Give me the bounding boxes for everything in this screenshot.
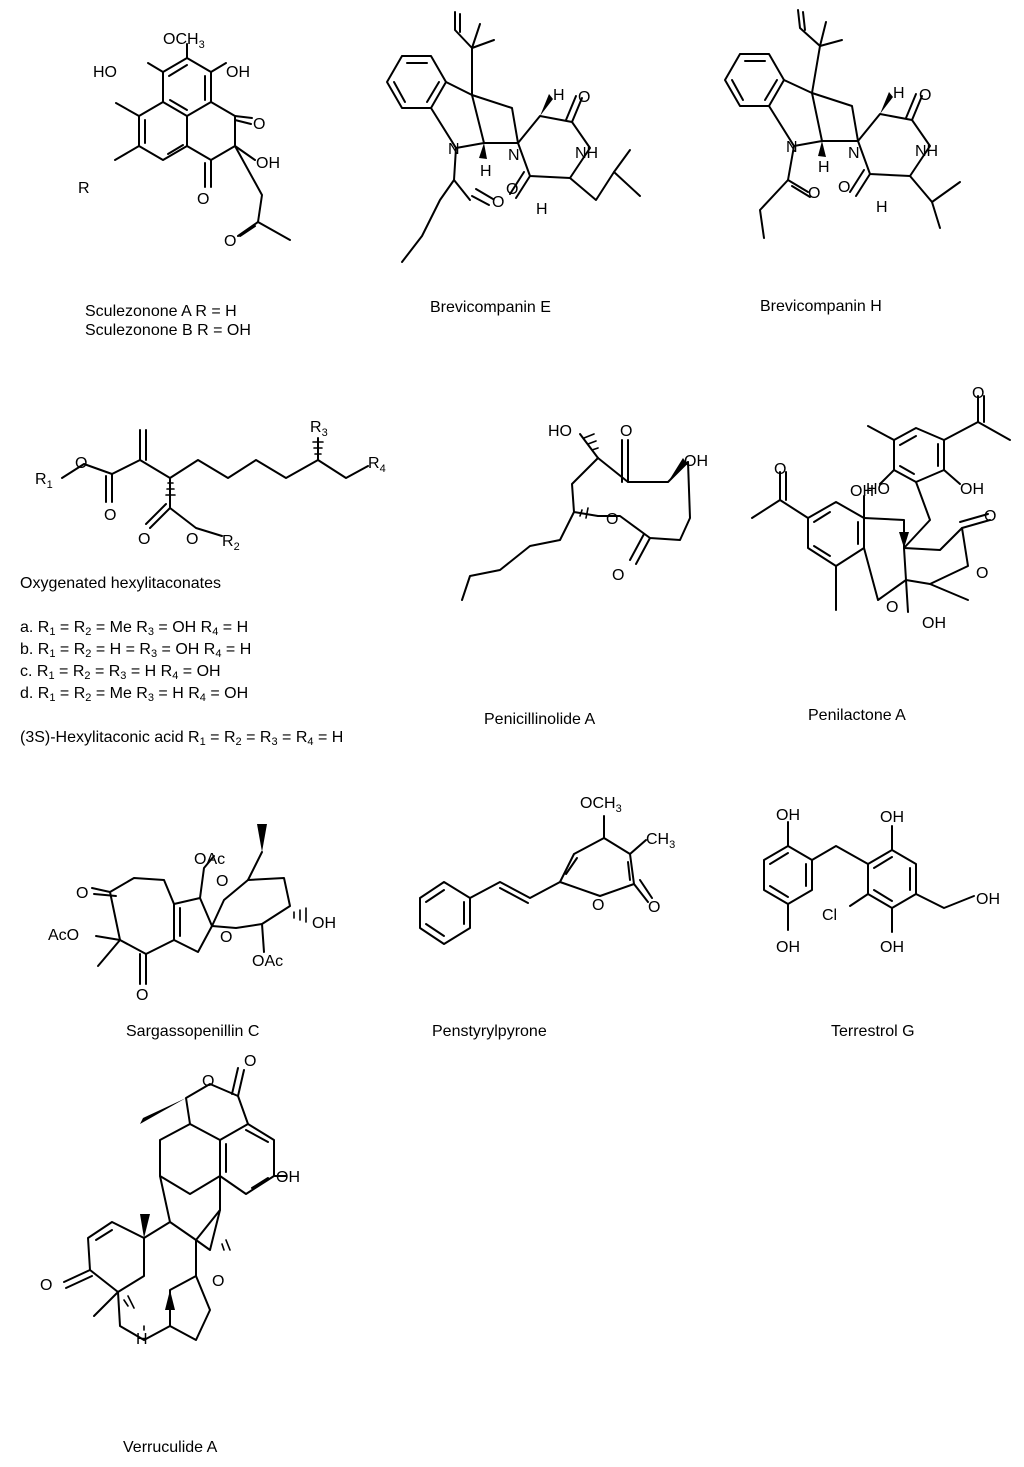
atom-label: OCH: [163, 31, 199, 48]
atom-label: O: [592, 897, 605, 914]
atom-label: R: [368, 455, 380, 472]
atom-subscript: 3: [198, 39, 205, 51]
svg-text:CH3: [646, 831, 675, 851]
atom-label: H: [818, 159, 830, 176]
brevicompanin-e-structure: [387, 12, 640, 262]
atom-label: N: [848, 145, 860, 162]
atom-label: R: [78, 180, 90, 197]
atom-label: O: [76, 885, 89, 902]
atom-label: O: [648, 899, 661, 916]
penilactone-caption: Penilactone A: [808, 707, 906, 724]
atom-label: O: [75, 455, 88, 472]
atom-subscript: 1: [46, 479, 53, 491]
atom-label: O: [220, 929, 233, 946]
atom-label: OH: [256, 155, 280, 172]
atom-label: O: [919, 87, 932, 104]
compound-name: Sculezonone B R = OH: [85, 322, 251, 339]
atom-label: Cl: [822, 907, 838, 924]
hash-bond: [294, 908, 306, 922]
atom-label: H: [893, 85, 905, 102]
atom-label: OH: [276, 1169, 300, 1186]
atom-label: OH: [960, 481, 984, 498]
atom-label: OH: [880, 809, 904, 826]
variant-b: b. $R_1 = R_2 = H = R_3$ = OH $R_4 = H$: [20, 641, 252, 660]
atom-label: NH: [575, 145, 599, 162]
atom-label: O: [774, 461, 787, 478]
hexylitaconic-acid-caption: (3S)-Hexylitaconic acid $R_1 = R_2 = R_3 = R_4 = H$: [20, 729, 344, 748]
atom-label: OH: [922, 615, 946, 632]
atom-label: O: [224, 233, 237, 250]
svg-text:R2: [222, 533, 240, 553]
svg-text:R1: [35, 471, 53, 491]
hexylitaconates-caption: Oxygenated hexylitaconates: [20, 575, 222, 592]
atom-label: O: [104, 507, 117, 524]
atom-subscript: 3: [321, 427, 328, 439]
terrestrol-structure: [764, 807, 1000, 956]
atom-label: O: [136, 987, 149, 1004]
atom-subscript: 4: [379, 463, 386, 475]
atom-label: R: [35, 471, 47, 488]
atom-label: H: [876, 199, 888, 216]
atom-label: O: [984, 508, 997, 525]
atom-label: H: [480, 163, 492, 180]
atom-label: O: [492, 194, 505, 211]
atom-label: OCH: [580, 795, 616, 812]
atom-label: HO: [866, 481, 890, 498]
atom-label: O: [976, 565, 989, 582]
atom-label: OH: [976, 891, 1000, 908]
verruculide-structure: [40, 1053, 300, 1348]
atom-label: OAc: [252, 953, 284, 970]
terrestrol-caption: Terrestrol G: [831, 1023, 915, 1040]
atom-label: OH: [880, 939, 904, 956]
atom-label: N: [508, 147, 520, 164]
penilactone-structure: [752, 385, 1010, 632]
atom-label: O: [253, 116, 266, 133]
atom-label: OH: [850, 483, 874, 500]
atom-label: R: [222, 533, 234, 550]
brevicompanin-e-caption: Brevicompanin E: [430, 299, 551, 316]
atom-label: O: [620, 423, 633, 440]
atom-subscript: 3: [615, 803, 622, 815]
variant-c: c. $R_1 = R_2 = R_3 = H$ $R_4$ = OH: [20, 663, 221, 682]
svg-text:OCH3: [580, 795, 622, 815]
atom-label: O: [138, 531, 151, 548]
penstyrylpyrone-caption: Penstyrylpyrone: [432, 1023, 547, 1040]
atom-label: O: [578, 89, 591, 106]
variant-a: a. $R_1 = R_2 = Me$ $R_3$ = OH $R_4 = H$: [20, 619, 249, 638]
atom-label: CH: [646, 831, 670, 848]
atom-label: H: [136, 1331, 148, 1348]
hexylitaconates-variants: [20, 618, 251, 703]
atom-label: O: [886, 599, 899, 616]
atom-label: O: [216, 873, 229, 890]
atom-label: HO: [548, 423, 572, 440]
atom-subscript: 3: [669, 839, 676, 851]
penstyrylpyrone-structure: [420, 795, 675, 944]
atom-label: OH: [684, 453, 708, 470]
atom-label: OH: [776, 939, 800, 956]
atom-label: NH: [915, 143, 939, 160]
atom-label: H: [553, 87, 565, 104]
atom-subscript: 2: [233, 541, 240, 553]
atom-label: H: [536, 201, 548, 218]
atom-label: O: [612, 567, 625, 584]
atom-label: N: [448, 141, 460, 158]
brevicompanin-h-structure: [725, 10, 960, 238]
sargassopenillin-caption: Sargassopenillin C: [126, 1023, 260, 1040]
atom-label: O: [186, 531, 199, 548]
atom-label: AcO: [48, 927, 80, 944]
sargassopenillin-structure: [48, 824, 336, 1004]
atom-label: OH: [776, 807, 800, 824]
verruculide-caption: Verruculide A: [123, 1439, 218, 1456]
penicillinolide-caption: Penicillinolide A: [484, 711, 596, 728]
atom-label: O: [838, 179, 851, 196]
atom-label: O: [197, 191, 210, 208]
variant-d: d. $R_1 = R_2 = Me$ $R_3 = H$ $R_4$ = OH: [20, 685, 249, 704]
svg-text:OCH3: [163, 31, 205, 51]
penicillinolide-structure: [462, 423, 708, 600]
atom-label: N: [786, 139, 798, 156]
sculezonone-structure: [78, 31, 290, 250]
atom-label: OAc: [194, 851, 226, 868]
atom-label: O: [606, 511, 619, 528]
atom-label: O: [244, 1053, 257, 1070]
atom-label: O: [212, 1273, 225, 1290]
svg-text:R4: [368, 455, 386, 475]
atom-label: O: [972, 385, 985, 402]
atom-label: R: [310, 419, 322, 436]
hexylitaconates-structure: [35, 419, 386, 553]
compound-name: Sculezonone A R = H: [85, 303, 237, 320]
atom-label: OH: [226, 64, 250, 81]
sculezonone-caption: [85, 302, 251, 340]
atom-label: HO: [93, 64, 117, 81]
atom-label: O: [808, 185, 821, 202]
atom-label: O: [40, 1277, 53, 1294]
svg-text:R3: [310, 419, 328, 439]
atom-label: O: [202, 1073, 215, 1090]
atom-label: OH: [312, 915, 336, 932]
brevicompanin-h-caption: Brevicompanin H: [760, 298, 882, 315]
atom-label: O: [506, 181, 519, 198]
